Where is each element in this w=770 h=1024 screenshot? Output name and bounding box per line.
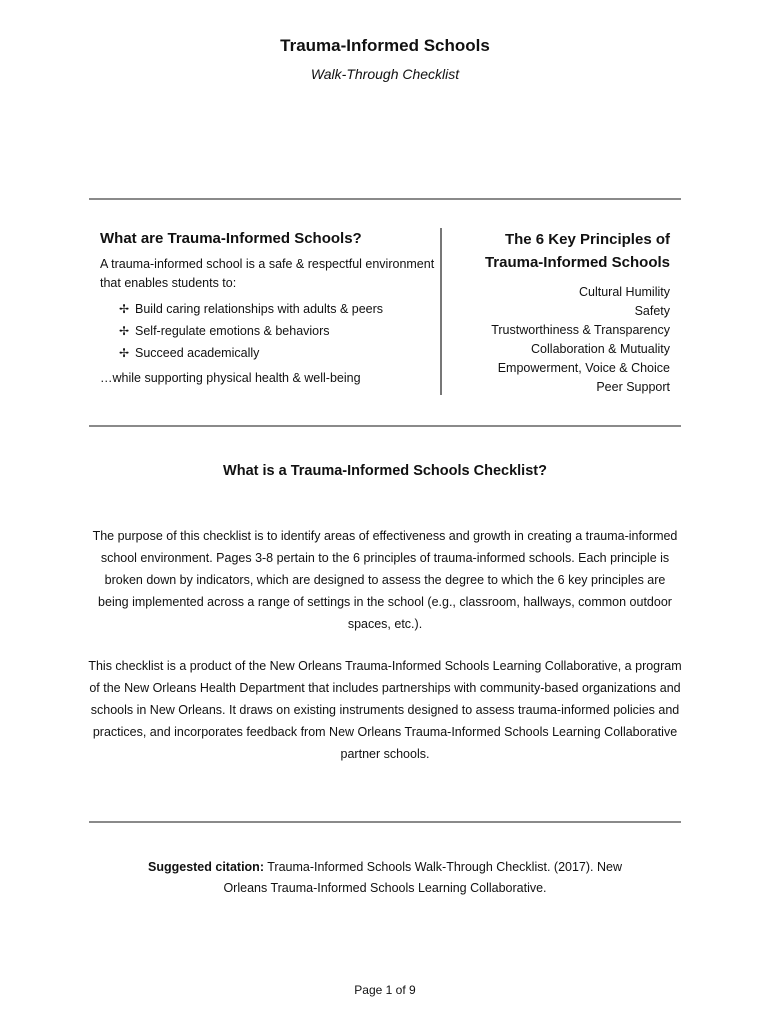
citation-text: Trauma-Informed Schools Walk-Through Checklist. (2017). New Orleans Trauma-Informed Schools Learning Collaborative. [223,860,622,895]
checklist-heading: What is a Trauma-Informed Schools Checklist? [223,463,547,479]
principles-heading: The 6 Key Principles of Trauma-Informed Schools [484,231,670,271]
what-are-section [100,230,435,388]
what-are-closing: …while supporting physical health & well-being [100,371,361,385]
cross-fleury-icon: ✢ [118,346,130,360]
principle-item: Trustworthiness & Transparency [491,323,670,337]
citation-label: Suggested citation: [148,860,264,874]
document-title: Trauma-Informed Schools [280,36,490,55]
list-item [118,320,435,342]
principle-item: Cultural Humility [579,285,670,299]
principle-item: Empowerment, Voice & Choice [497,361,670,375]
document-subtitle: Walk-Through Checklist [310,66,460,82]
principle-item: Safety [634,304,670,318]
purpose-paragraph: The purpose of this checklist is to identify areas of effectiveness and growth in creating a trauma-informed school environment. Pages 3-8 pertain to the 6 principles of trauma-informed schools. Each principle is broken down by indicators, which are designed to assess the degree to which the 6 key principles are being implemented across a range of settings in the school (e.g., classroom, hallways, common outdoor spaces, etc.). [92,529,678,631]
goal-text: Self-regulate emotions & behaviors [135,324,330,338]
product-paragraph: This checklist is a product of the New Orleans Trauma-Informed Schools Learning Collaborative, a program of the New Orleans Health Department that includes partnerships with community-based organizations and schools in New Orleans. It draws on existing instruments designed to assess trauma-informed policies and practices, and incorporates feedback from New Orleans Trauma-Informed Schools Learning Collaborative partner schools. [88,659,682,761]
bottom-divider [89,821,681,823]
list-item [118,342,435,364]
principle-item: Collaboration & Mutuality [531,342,670,356]
goal-text: Succeed academically [135,346,260,360]
goal-text: Build caring relationships with adults & peers [135,302,384,316]
goals-list [118,298,435,364]
middle-divider [89,425,681,427]
column-divider [440,228,442,395]
cross-fleury-icon: ✢ [118,302,130,316]
principles-section [450,228,670,397]
what-are-intro: A trauma-informed school is a safe & respectful environment that enables students to: [100,257,435,290]
list-item [118,298,435,320]
principle-item: Peer Support [596,380,670,394]
citation-block [130,857,640,899]
top-divider [89,198,681,200]
what-are-heading: What are Trauma-Informed Schools? [100,230,362,247]
cross-fleury-icon: ✢ [118,324,130,338]
page-number: Page 1 of 9 [354,983,416,997]
